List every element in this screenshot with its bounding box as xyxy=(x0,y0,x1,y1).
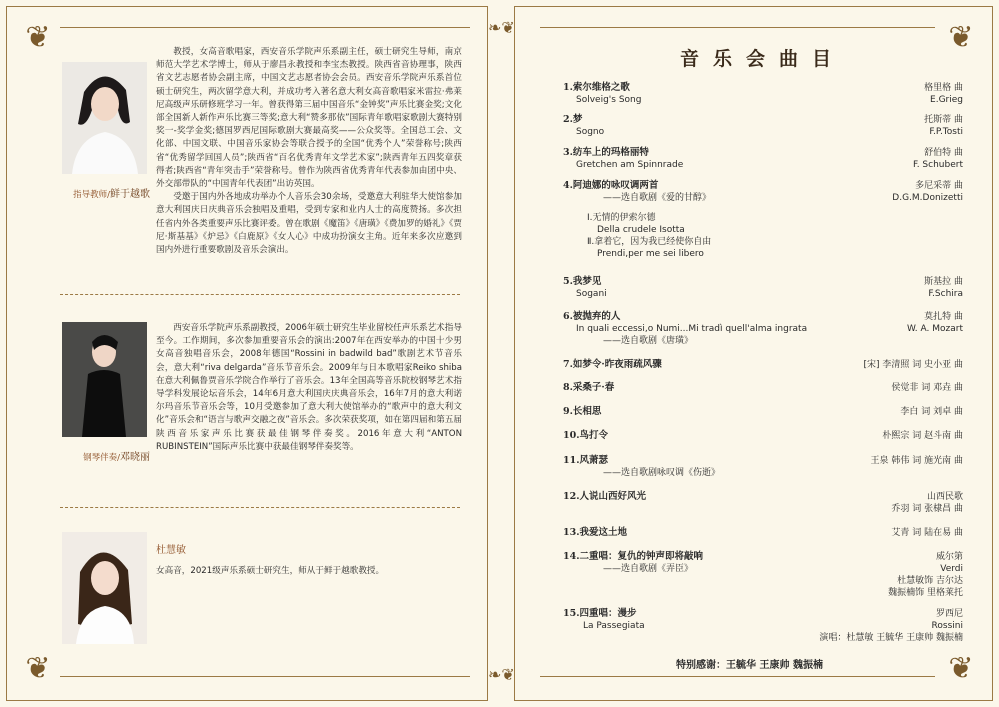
aria-title: Ⅱ.拿着它，因为我已经使你自由 xyxy=(587,237,712,247)
composer: 王泉 韩伟 词 施光南 曲 xyxy=(870,456,963,466)
portrait-photo xyxy=(62,62,147,174)
bio-1-text xyxy=(156,46,462,257)
corner-ornament-icon: ❦ xyxy=(25,20,51,55)
section-divider xyxy=(60,294,460,295)
aria-list xyxy=(563,212,963,260)
piece-title: 2.梦 xyxy=(563,114,583,125)
caption-name: 邓晓丽 xyxy=(120,452,150,463)
piece-subtitle: Sogno xyxy=(576,127,605,137)
bio-paragraph: 教授，女高音歌唱家，西安音乐学院声乐系副主任，硕士研究生导师，南京师范大学艺术学博士，师从于廖昌永教授和李宝杰教授。陕西省音协理事，陕西省文艺志愿者协会副主席，中国文艺志愿者协会会员。西安音乐学院声乐系首位硕士研究生，两次留学意大利，并成功考入著名意大利女高音歌唱家米雷拉·弗莱尼高级声乐研修班学习一年。曾获得第三届中国音乐“金钟奖”声乐比赛金奖;文化部全国新人新作声乐比赛三等奖;意大利“赞多那依”国际青年歌唱家歌剧大赛特别奖一-奖学金奖;德国罗西尼国际歌剧大赛最高奖——公众奖等。全国总工会、文化部、中国文联、中国音乐家协会等联合授予的全国“优秀个人”荣誉称号;陕西省“优秀留学回国人员”;陕西省“百名优秀青年文学艺术家”;陕西青年五四奖章获得者;陕西省“青年突击手”荣誉称号。曾作为陕西省优秀青年代表参加由团中央、外交部带队的“中国青年代表团”出访英国。 xyxy=(156,47,462,190)
caption-role: 指导教师/ xyxy=(73,190,110,200)
bio-paragraph: 受邀于国内外各地成功举办个人音乐会30余场，受邀意大利驻华大使馆参加意大利国庆日庆典音乐会独唱及重唱，受到专家和业内人士的高度赞扬。多次担任省内外各类重要声乐比赛评委。曾在歌剧《魔笛》《唐璜》《费加罗的婚礼》《贾尼·斯基基》《炉忌》《白鹿原》《女人心》中成功扮演女主角。近年来多次应邀到国内外进行重要歌剧及音乐会演出。 xyxy=(156,192,462,256)
bottom-rule-right xyxy=(540,676,935,677)
portrait-photo xyxy=(62,532,147,644)
bio-2-text xyxy=(156,322,462,454)
program-item xyxy=(563,147,963,171)
piece-title: 6.被抛弃的人 xyxy=(563,311,621,322)
aria-title: Ⅰ.无情的伊索尔德 xyxy=(587,213,656,223)
caption-role: 钢琴伴奏/ xyxy=(83,453,120,463)
bio-3-name: 杜慧敏 xyxy=(156,545,186,556)
piece-subtitle: ——选自歌剧《爱的甘醇》 xyxy=(603,193,712,203)
composer: 山西民歌 xyxy=(926,492,963,502)
program-item xyxy=(563,491,963,514)
composer: 侯觉非 词 邓垚 曲 xyxy=(891,383,963,393)
bottom-rule-left xyxy=(60,676,470,677)
piece-subtitle: Sogani xyxy=(576,289,607,299)
top-rule-right xyxy=(540,27,935,28)
piece-title: 7.如梦令·昨夜雨疏风骤 xyxy=(563,359,662,370)
corner-ornament-icon: ❦ xyxy=(25,651,51,686)
flourish-icon: ❧❦ xyxy=(488,665,515,684)
composer: 舒伯特 曲 xyxy=(924,148,963,158)
composer: 多尼采蒂 曲 xyxy=(915,181,963,191)
section-divider xyxy=(60,507,460,508)
piece-subtitle: ——选自歌剧《弄臣》 xyxy=(603,564,694,574)
composer: 威尔第 xyxy=(935,552,963,562)
program-item xyxy=(563,114,963,138)
piece-title: 1.索尔维格之歌 xyxy=(563,82,630,93)
composer: 朴熙宗 词 赵斗南 曲 xyxy=(882,431,963,441)
piece-title: 14.二重唱：复仇的钟声即将敲响 xyxy=(563,551,704,562)
piece-subtitle: Gretchen am Spinnrade xyxy=(576,160,684,170)
piece-title: 13.我爱这土地 xyxy=(563,527,628,538)
portrait-photo xyxy=(62,322,147,437)
program-item xyxy=(563,359,963,371)
composer: 艾青 词 陆在易 曲 xyxy=(891,528,963,538)
program-item xyxy=(563,608,963,643)
program-item xyxy=(563,276,963,300)
piece-title: 15.四重唱：漫步 xyxy=(563,608,637,619)
piece-subtitle: ——选自歌剧咏叹调《伤逝》 xyxy=(603,468,721,478)
composer-latin: Rossini xyxy=(931,621,963,631)
composer-latin: F.P.Tosti xyxy=(929,127,963,137)
performer: 演唱：杜慧敏 王毓华 王康帅 魏振楠 xyxy=(819,633,963,643)
performer: 魏振楠饰 里格莱托 xyxy=(888,588,963,598)
composer: 托斯蒂 曲 xyxy=(924,115,963,125)
bio-paragraph: 女高音，2021级声乐系硕士研究生，师从于鲜于越歌教授。 xyxy=(156,566,385,576)
composer-latin: Verdi xyxy=(940,564,963,574)
caption-name: 鲜于越歌 xyxy=(110,189,150,200)
aria-subtitle: Prendi,per me sei libero xyxy=(597,249,704,259)
piece-title: 3.纺车上的玛格丽特 xyxy=(563,147,649,158)
piece-subtitle: Solveig's Song xyxy=(576,95,642,105)
program-item xyxy=(563,180,963,260)
composer-latin: F. Schubert xyxy=(912,160,963,170)
composer-latin: W. A. Mozart xyxy=(906,324,963,334)
program-item xyxy=(563,455,963,479)
piece-subtitle: La Passegiata xyxy=(583,621,645,631)
special-thanks: 特别感谢：王毓华 王康帅 魏振楠 xyxy=(676,660,823,671)
corner-ornament-icon: ❦ xyxy=(948,651,974,686)
piece-title: 8.采桑子·春 xyxy=(563,382,615,393)
piece-title: 9.长相思 xyxy=(563,406,602,417)
bio-1-caption xyxy=(46,185,150,200)
piece-subtitle: In quali eccessi,o Numi...Mi tradì quell'alma ingrata xyxy=(576,324,808,334)
program-item xyxy=(563,551,963,598)
program-item xyxy=(563,382,963,394)
composer: 斯基拉 曲 xyxy=(924,277,963,287)
composer-latin: 乔羽 词 张棣昌 曲 xyxy=(891,504,963,514)
composer-latin: E.Grieg xyxy=(930,95,963,105)
program-item xyxy=(563,430,963,442)
composer: 格里格 曲 xyxy=(924,83,963,93)
piece-title: 4.阿迪娜的咏叹调两首 xyxy=(563,180,659,191)
program-item xyxy=(563,82,963,106)
flourish-icon: ❧❦ xyxy=(488,18,515,37)
program-item xyxy=(563,311,963,347)
piece-title: 11.风萧瑟 xyxy=(563,455,609,466)
program-title: 音乐会曲目 xyxy=(680,48,846,70)
composer: [宋] 李清照 词 史小亚 曲 xyxy=(863,360,963,370)
bio-paragraph: 西安音乐学院声乐系副教授，2006年硕士研究生毕业留校任声乐系艺术指导至今。工作期间，多次参加重要音乐会的演出:2007年在西安举办的中国十少男女高音独唱音乐会，2008年德国“Rossini in badwild bad”歌剧艺术节音乐会，意大利“riva delgarda”音乐节音乐会。2009年与日本歌唱家Reiko shiba在意大利佩鲁贾音乐学院合作举行了音乐会。13年全国高等音乐院校钢琴艺术指导学科发展论坛音乐会，14年6月意大利国庆庆典音乐会，16年7月的意大利诺尔玛音乐节音乐会等，10月受邀参加了意大利大使馆举办的“歌声中的意大利文化”音乐会和“语言与歌声交融之夜”音乐会。多次荣获奖项，如在第四届和第五届陕西音乐家声乐比赛获最佳钢琴伴奏奖。2016年意大利“ANTON RUBINSTEIN”国际声乐比赛中获最佳钢琴伴奏奖等。 xyxy=(156,323,462,452)
composer: 李白 词 刘卓 曲 xyxy=(900,407,963,417)
program-item xyxy=(563,527,963,539)
piece-title: 10.鸟打令 xyxy=(563,430,609,441)
bio-2-caption xyxy=(46,448,150,463)
piece-title: 12.人说山西好风光 xyxy=(563,491,647,502)
performer: 杜慧敏饰 吉尔达 xyxy=(897,576,963,586)
aria-subtitle: Della crudele Isotta xyxy=(597,225,685,235)
composer: 莫扎特 曲 xyxy=(924,312,963,322)
piece-title: 5.我梦见 xyxy=(563,276,602,287)
bio-3-text xyxy=(156,565,462,578)
composer: 罗西尼 xyxy=(935,609,963,619)
corner-ornament-icon: ❦ xyxy=(948,20,974,55)
top-rule-left xyxy=(60,27,470,28)
composer-latin: D.G.M.Donizetti xyxy=(892,193,963,203)
composer-latin: F.Schira xyxy=(928,289,963,299)
program-item xyxy=(563,406,963,418)
piece-subtitle: ——选自歌剧《唐璜》 xyxy=(603,336,694,346)
